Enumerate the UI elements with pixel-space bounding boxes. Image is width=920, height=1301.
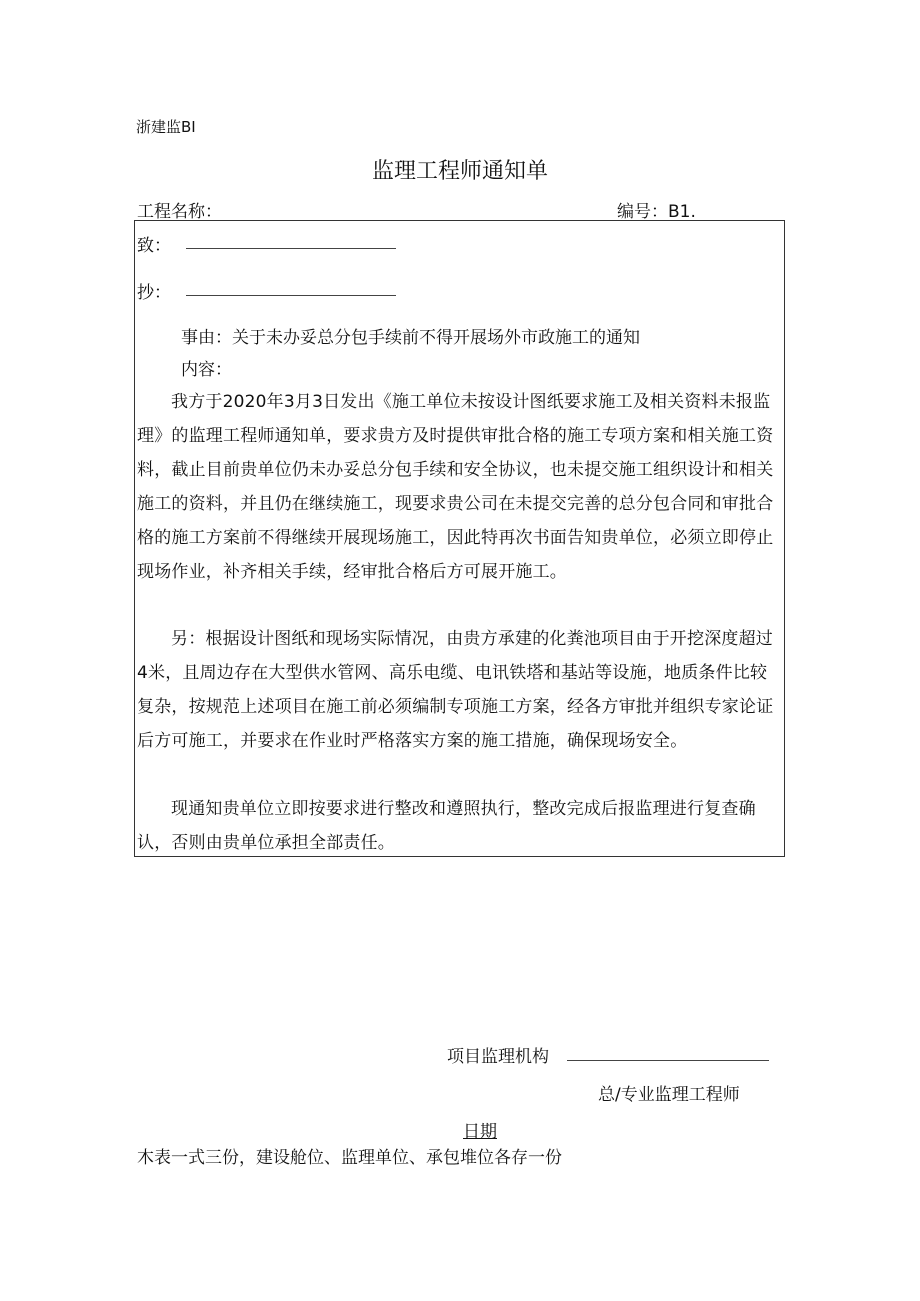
copies-footnote: 木表一式三份，建设舱位、监理单位、承包堆位各存一份 [137, 1148, 562, 1168]
notice-paragraph-1: 我方于2020年3月3日发出《施工单位未按设计图纸要求施工及相关资料未报监理》的监理工程师通知单，要求贵方及时提供审批合格的施工专项方案和相关施工资料，截止目前贵单位仍未办妥总分包手续和安全协议，也未提交施工组织设计和相关施工的资料，并且仍在继续施工，现要求贵公司在未提交完善的总分包合同和审批合格的施工方案前不得继续开展现场施工，因此特再次书面告知贵单位，必须立即停止现场作业，补齐相关手续，经审批合格后方可展开施工。 [137, 392, 774, 582]
content-label: 内容： [181, 360, 232, 380]
notice-paragraph-3: 现通知贵单位立即按要求进行整改和遵照执行，整改完成后报监理进行复查确认，否则由贵单位承担全部责任。 [137, 799, 756, 853]
cc-label: 抄： [137, 283, 171, 303]
cc-field[interactable] [186, 295, 396, 296]
supervision-org-label: 项目监理机构 [447, 1047, 549, 1067]
form-code: 浙建监BI [136, 118, 196, 136]
supervision-org-field[interactable] [567, 1060, 769, 1061]
date-label: 日期 [463, 1122, 497, 1142]
to-field[interactable] [186, 248, 396, 249]
subject-line: 事由：关于未办妥总分包手续前不得开展场外市政施工的通知 [181, 328, 640, 348]
supervising-engineer-label: 总/专业监理工程师 [598, 1085, 740, 1105]
document-title: 监理工程师通知单 [371, 159, 548, 184]
project-name-label: 工程名称： [137, 202, 222, 222]
notice-paragraph-2: 另：根据设计图纸和现场实际情况，由贵方承建的化粪池项目由于开挖深度超过4米，且周边存在大型供水管网、高乐电缆、电讯铁塔和基站等设施，地质条件比较复杂，按规范上述项目在施工前必须编制专项施工方案，经各方审批并组织专家论证后方可施工，并要求在作业时严格落实方案的施工措施，确保现场安全。 [137, 629, 774, 751]
to-label: 致： [137, 236, 171, 256]
document-number: 编号：B1. [617, 202, 696, 222]
